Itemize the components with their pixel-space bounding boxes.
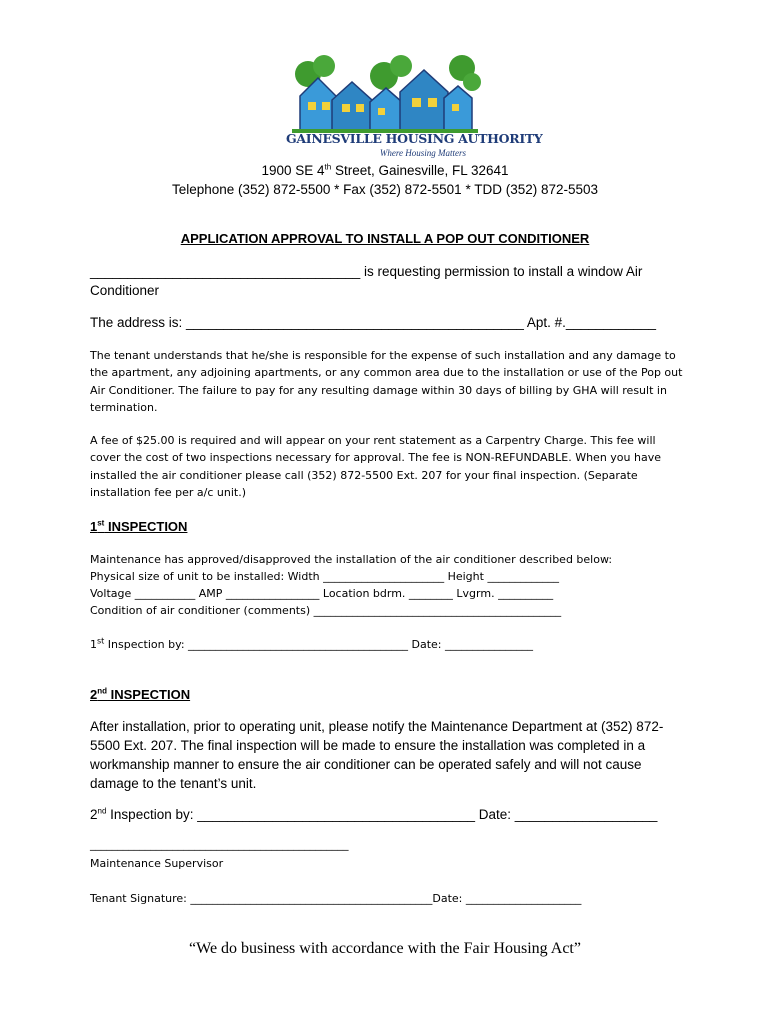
inspection1-condition-line: Condition of air conditioner (comments) _____________________________________________ [90, 604, 562, 617]
address-field-line: The address is: _____________________________________________ Apt. #.____________ [90, 315, 657, 330]
inspection2-signature-line: 2nd Inspection by: _____________________________________ Date: ___________________ [90, 806, 658, 822]
supervisor-label: Maintenance Supervisor [90, 857, 224, 870]
tenant-responsibility-paragraph: The tenant understands that he/she is responsible for the expense of such installation and any damage to the apartment, any adjoining apartments, or any common area due to the installation or use of the Pop out Air Conditioner. The failure to pay for any resulting damage within 30 days of billing by GHA will result in termination. [90, 349, 683, 415]
inspection1-signature-line: 1st Inspection by: ________________________________________ Date: ________________ [90, 636, 534, 651]
contact-line: Telephone (352) 872-5500 * Fax (352) 872-5501 * TDD (352) 872-5503 [171, 182, 599, 197]
form-title: APPLICATION APPROVAL TO INSTALL A POP OUT CONDITIONER [180, 231, 590, 246]
fee-paragraph: A fee of $25.00 is required and will appear on your rent statement as a Carpentry Charge. This fee will cover the cost of two inspections necessary for approval. The fee is NON-REFUNDABLE. When you have installed the air conditioner please call (352) 872-5500 Ext. 207 for your final inspection. (Separate installation fee per a/c unit.) [90, 434, 661, 500]
second-inspection-heading: 2nd INSPECTION [90, 686, 191, 702]
address-line: 1900 SE 4th Street, Gainesville, FL 32641 [261, 162, 509, 178]
first-inspection-heading: 1st INSPECTION [90, 518, 188, 534]
request-line: ____________________________________ is requesting permission to install a window Air [90, 264, 643, 279]
request-line-continued: Conditioner [90, 283, 160, 298]
org-name: GAINESVILLE HOUSING AUTHORITY [286, 131, 543, 146]
second-inspection-paragraph: After installation, prior to operating unit, please notify the Maintenance Department at (352) 872-5500 Ext. 207. The final inspection will be made to ensure the installation was completed in a workmanship manner to ensure the air conditioner can be operated safely and will not cause damage to the tenant’s unit. [90, 719, 664, 791]
org-tagline: Where Housing Matters [379, 148, 466, 158]
inspection1-size-line: Physical size of unit to be installed: Width ______________________ Height _____________ [90, 570, 559, 583]
inspection1-voltage-line: Voltage ___________ AMP _________________ Location bdrm. ________ Lvgrm. __________ [90, 587, 554, 600]
tenant-signature-line: Tenant Signature: ____________________________________________Date: _____________________ [90, 892, 582, 905]
supervisor-signature-line: _______________________________________________ [90, 838, 349, 851]
inspection1-approval-line: Maintenance has approved/disapproved the installation of the air conditioner described below: [90, 553, 613, 566]
fair-housing-footer: “We do business with accordance with the Fair Housing Act” [189, 940, 581, 957]
